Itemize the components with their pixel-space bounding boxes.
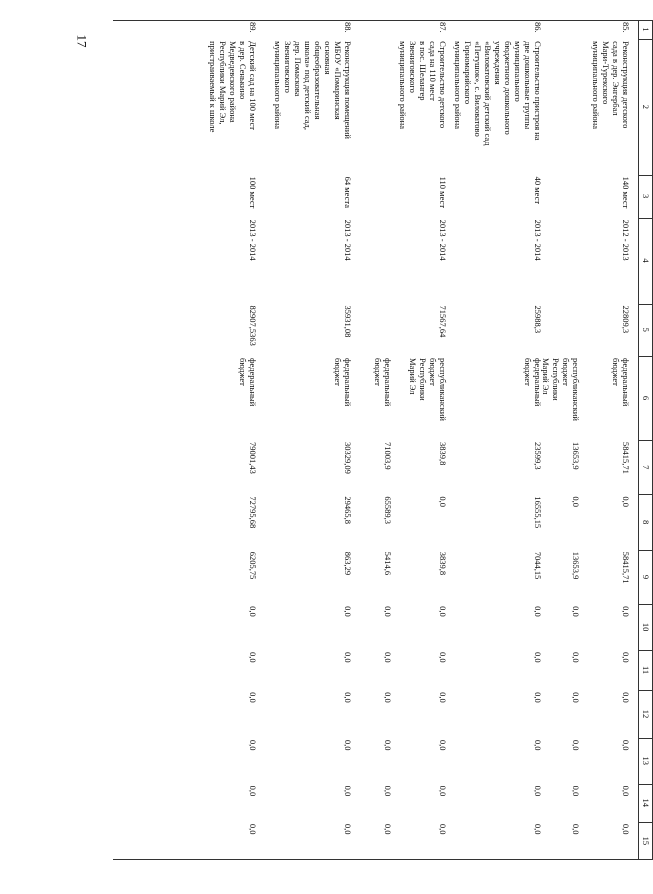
column-header: 12 xyxy=(641,709,651,719)
estimated-cost: 25988,3 xyxy=(533,305,543,334)
amount-cell: 0,0 xyxy=(383,823,393,835)
period: 2013 - 2014 xyxy=(343,219,353,261)
amount-cell: 0,0 xyxy=(571,606,581,617)
amount-cell: 0,0 xyxy=(438,785,448,797)
amount-cell: 0,0 xyxy=(533,823,543,835)
amount-cell: 3839,8 xyxy=(438,551,448,576)
amount-cell: 0,0 xyxy=(571,785,581,797)
capacity: 40 мест xyxy=(533,176,543,205)
row-number: 88. xyxy=(343,22,353,33)
page-number: 17 xyxy=(74,34,90,48)
column-header: 10 xyxy=(641,622,651,632)
period: 2013 - 2014 xyxy=(533,219,543,261)
capacity: 110 мест xyxy=(438,176,448,209)
amount-cell: 0,0 xyxy=(533,692,543,703)
amount-cell: 0,0 xyxy=(343,652,353,663)
amount-cell: 0,0 xyxy=(343,739,353,751)
amount-cell: 0,0 xyxy=(438,739,448,751)
row-number: 85. xyxy=(621,22,631,33)
funding-source: республиканский бюджет Республики Марий Эл xyxy=(541,358,581,421)
column-header: 3 xyxy=(641,193,651,199)
funding-source: федеральный бюджет xyxy=(238,358,258,407)
object-name: Реконструкция детского сада в дер. Энгербал Мари-Турекского муниципального района xyxy=(591,41,631,130)
amount-cell: 0,0 xyxy=(248,606,258,617)
estimated-cost: 35931,08 xyxy=(343,305,353,338)
period: 2012 - 2013 xyxy=(621,219,631,261)
amount-cell: 0,0 xyxy=(343,785,353,797)
column-header: 11 xyxy=(641,665,651,675)
column-rule xyxy=(113,20,653,21)
amount-cell: 0,0 xyxy=(248,823,258,835)
amount-cell: 0,0 xyxy=(343,823,353,835)
amount-cell: 0,0 xyxy=(383,739,393,751)
column-header: 1 xyxy=(641,27,651,32)
funding-source: федеральный бюджет xyxy=(333,358,353,407)
column-header: 9 xyxy=(641,574,651,580)
amount-cell: 0,0 xyxy=(438,823,448,835)
amount-cell: 13653,9 xyxy=(571,442,581,470)
column-header: 5 xyxy=(641,327,651,332)
amount-cell: 23599,3 xyxy=(533,442,543,470)
amount-cell: 0,0 xyxy=(438,692,448,703)
amount-cell: 71003,9 xyxy=(383,442,393,470)
column-header: 8 xyxy=(641,519,651,525)
amount-cell: 65589,3 xyxy=(383,496,393,525)
amount-cell: 0,0 xyxy=(383,606,393,617)
funding-source: федеральный бюджет xyxy=(523,358,543,407)
amount-cell: 29465,8 xyxy=(343,496,353,525)
amount-cell: 0,0 xyxy=(383,785,393,797)
budget-table xyxy=(113,20,653,860)
estimated-cost: 22809,3 xyxy=(621,305,631,334)
estimated-cost: 82907,5363 xyxy=(248,305,258,346)
funding-source: федеральный бюджет xyxy=(373,358,393,407)
amount-cell: 0,0 xyxy=(621,606,631,617)
amount-cell: 0,0 xyxy=(571,823,581,835)
amount-cell: 863,29 xyxy=(343,551,353,576)
amount-cell: 72795,68 xyxy=(248,496,258,529)
amount-cell: 0,0 xyxy=(248,692,258,703)
amount-cell: 0,0 xyxy=(621,692,631,703)
amount-cell: 0,0 xyxy=(438,606,448,617)
amount-cell: 0,0 xyxy=(533,739,543,751)
amount-cell: 0,0 xyxy=(533,606,543,617)
object-name: Реконструкция помещений МБОУ «Помаринская основная общеобразовательная школа» под детский сад, дер. Помаскова Звениговского муниципального района xyxy=(273,41,353,139)
amount-cell: 0,0 xyxy=(383,692,393,703)
amount-cell: 79001,43 xyxy=(248,442,258,474)
amount-cell: 0,0 xyxy=(533,652,543,663)
amount-cell: 0,0 xyxy=(571,739,581,751)
amount-cell: 0,0 xyxy=(621,652,631,663)
amount-cell: 0,0 xyxy=(248,785,258,797)
amount-cell: 0,0 xyxy=(571,692,581,703)
amount-cell: 30329,09 xyxy=(343,442,353,474)
amount-cell: 16555,15 xyxy=(533,496,543,529)
capacity: 100 мест xyxy=(248,176,258,209)
amount-cell: 7044,15 xyxy=(533,551,543,580)
column-header: 13 xyxy=(641,756,651,765)
column-header: 4 xyxy=(641,258,651,263)
amount-cell: 0,0 xyxy=(343,606,353,617)
funding-source: республиканский бюджет Республики Марий Эл xyxy=(408,358,448,421)
amount-cell: 0,0 xyxy=(383,652,393,663)
capacity: 64 места xyxy=(343,176,353,208)
amount-cell: 6205,75 xyxy=(248,551,258,580)
period: 2013 - 2014 xyxy=(438,219,448,261)
column-rule xyxy=(113,859,653,860)
amount-cell: 0,0 xyxy=(621,496,631,508)
amount-cell: 0,0 xyxy=(248,739,258,751)
amount-cell: 5414,6 xyxy=(383,551,393,576)
amount-cell: 0,0 xyxy=(533,785,543,797)
amount-cell: 0,0 xyxy=(621,785,631,797)
column-header: 15 xyxy=(641,836,651,846)
amount-cell: 58415,71 xyxy=(621,442,631,474)
amount-cell: 0,0 xyxy=(621,823,631,835)
amount-cell: 58415,71 xyxy=(621,551,631,584)
amount-cell: 0,0 xyxy=(438,496,448,508)
amount-cell: 0,0 xyxy=(248,652,258,663)
amount-cell: 13653,9 xyxy=(571,551,581,580)
row-number: 87. xyxy=(438,22,448,33)
object-name: Строительство пристроя на две дошкольные группы муниципального бюджетного дошкольного учреждения «Виловатовский детский сад «Петушок», с. Виловатово Горномарийского муниципального района xyxy=(453,41,543,146)
object-name: Строительство детского сада на 110 мест в пос. Шелангер Звениговского муниципального района xyxy=(398,41,448,130)
row-number: 86. xyxy=(533,22,543,33)
amount-cell: 0,0 xyxy=(571,496,581,508)
object-name: Детский сад на 100 мест в дер. Сенькино Медведевского района Республики Марий Эл, пристраиваемый к школе xyxy=(208,41,258,133)
column-header: 6 xyxy=(641,395,651,401)
capacity: 140 мест xyxy=(621,176,631,209)
estimated-cost: 71567,64 xyxy=(438,305,448,338)
column-header: 14 xyxy=(641,798,651,807)
amount-cell: 0,0 xyxy=(343,692,353,703)
amount-cell: 0,0 xyxy=(438,652,448,663)
amount-cell: 0,0 xyxy=(621,739,631,751)
amount-cell: 0,0 xyxy=(571,652,581,663)
column-header: 2 xyxy=(641,104,651,109)
funding-source: федеральный бюджет xyxy=(611,358,631,407)
period: 2013 - 2014 xyxy=(248,219,258,261)
row-number: 89. xyxy=(248,22,258,33)
amount-cell: 3839,8 xyxy=(438,442,448,466)
column-header: 7 xyxy=(641,465,651,470)
